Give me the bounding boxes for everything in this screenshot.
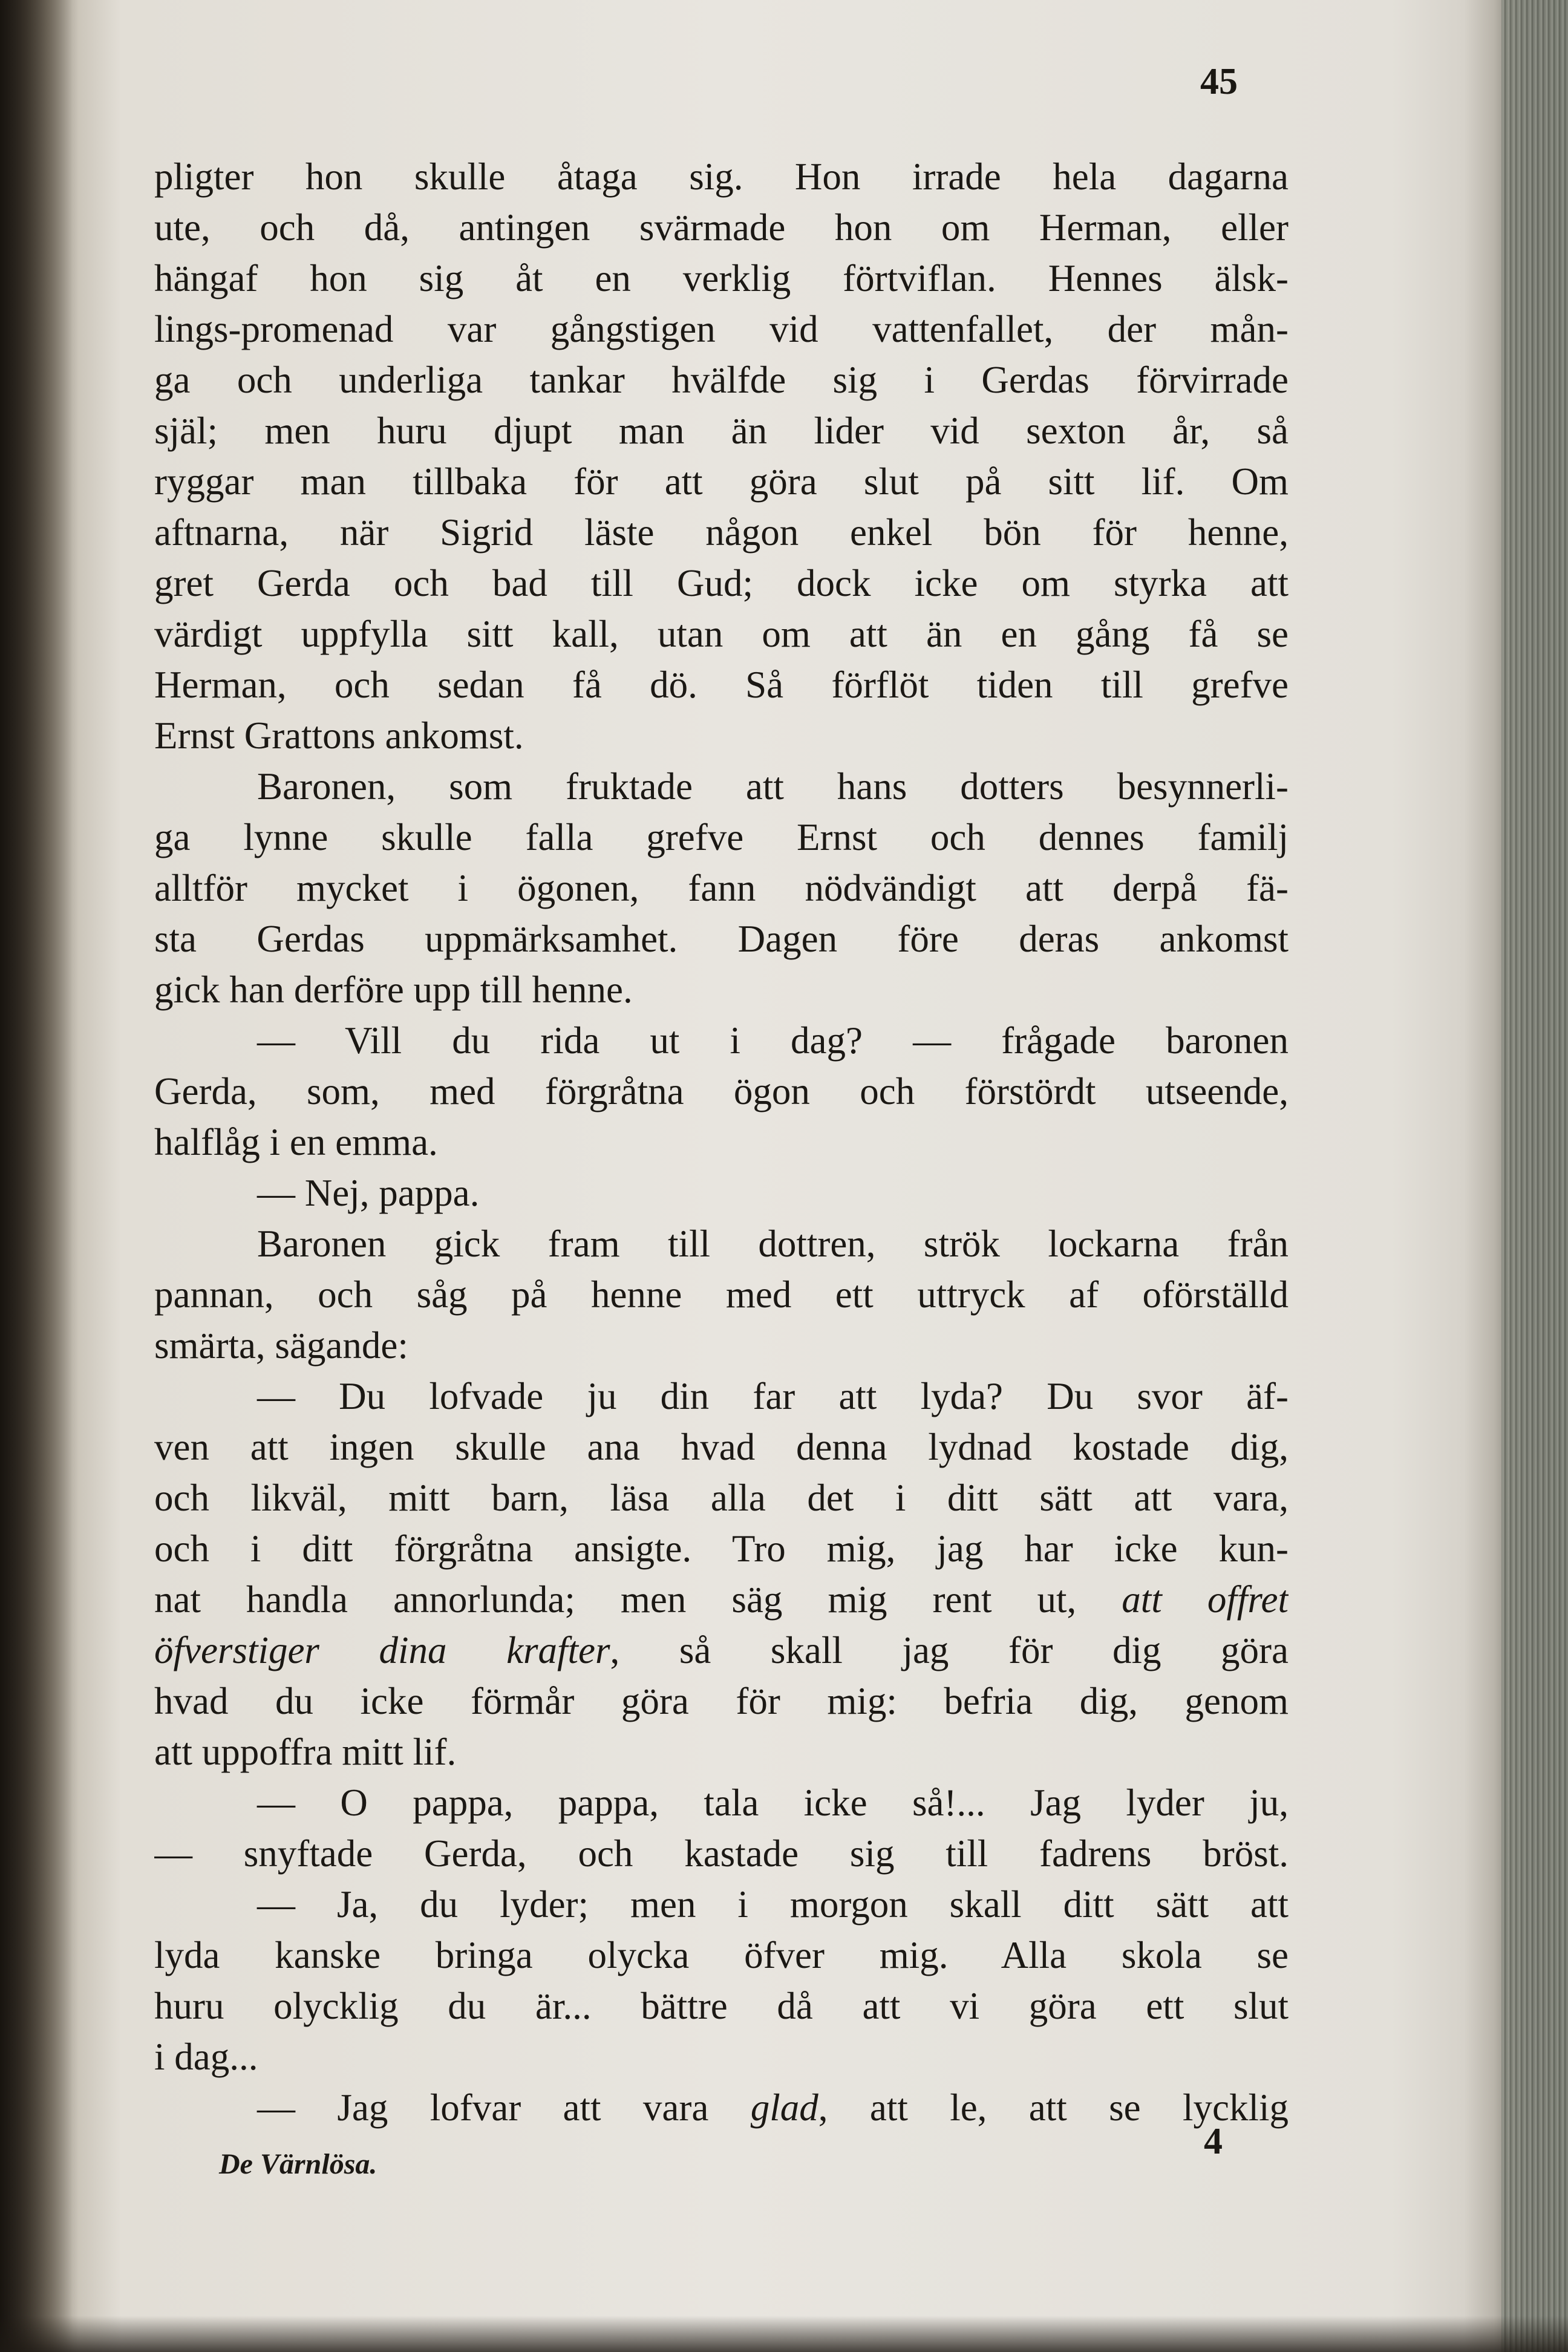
text-line: att uppoffra mitt lif.	[154, 1731, 457, 1773]
page-number: 45	[1200, 61, 1238, 102]
text-line: gret Gerda och bad till Gud; dock icke om styrka att	[154, 562, 1289, 604]
text-line: ute, och då, antingen svärmade hon om Herman, eller	[154, 206, 1289, 249]
text-line: ven att ingen skulle ana hvad denna lydnad kostade dig,	[154, 1426, 1289, 1468]
text-line: — Ja, du lyder; men i morgon skall ditt sätt att	[257, 1883, 1289, 1926]
signature-number: 4	[1204, 2121, 1223, 2162]
text-line: och i ditt förgråtna ansigte. Tro mig, jag har icke kun-	[154, 1527, 1289, 1570]
text-line: — Nej, pappa.	[257, 1172, 480, 1214]
text-line: — Vill du rida ut i dag? — frågade baronen	[257, 1019, 1289, 1062]
text-line: i dag...	[154, 2036, 258, 2078]
body-text	[154, 151, 1289, 2133]
text-line: alltför mycket i ögonen, fann nödvändigt att derpå fä-	[154, 867, 1289, 909]
text-line: nat handla annorlunda; men säg mig rent ut, att offret	[154, 1578, 1289, 1621]
text-line: värdigt uppfylla sitt kall, utan om att än en gång få se	[154, 613, 1289, 655]
text-line: Baronen, som fruktade att hans dotters besynnerli-	[257, 765, 1289, 808]
text-line: Herman, och sedan få dö. Så förflöt tiden till grefve	[154, 664, 1289, 706]
text-line: sta Gerdas uppmärksamhet. Dagen före deras ankomst	[154, 918, 1289, 960]
text-line: — Du lofvade ju din far att lyda? Du svor äf-	[257, 1375, 1289, 1417]
text-line: aftnarna, när Sigrid läste någon enkel bön för henne,	[154, 511, 1289, 554]
text-line: huru olycklig du är... bättre då att vi göra ett slut	[154, 1985, 1289, 2027]
text-line: ga lynne skulle falla grefve Ernst och dennes familj	[154, 816, 1289, 858]
text-line: Gerda, som, med förgråtna ögon och förstördt utseende,	[154, 1070, 1289, 1112]
text-line: ryggar man tillbaka för att göra slut på sitt lif. Om	[154, 460, 1289, 503]
text-line: gick han derföre upp till henne.	[154, 969, 633, 1011]
emphasis: glad	[750, 2086, 818, 2129]
text-line: pligter hon skulle åtaga sig. Hon irrade hela dagarna	[154, 155, 1289, 198]
text-line: — O pappa, pappa, tala icke så!... Jag lyder ju,	[257, 1782, 1289, 1824]
text-line: — snyftade Gerda, och kastade sig till fadrens bröst.	[154, 1832, 1289, 1875]
text-line: hvad du icke förmår göra för mig: befria dig, genom	[154, 1680, 1289, 1722]
bottom-shadow	[0, 2316, 1568, 2352]
text-line: själ; men huru djupt man än lider vid sexton år, så	[154, 410, 1289, 452]
text-line: ga och underliga tankar hvälfde sig i Gerdas förvirrade	[154, 359, 1289, 401]
emphasis: att offret	[1122, 1578, 1289, 1621]
text-line: Baronen gick fram till dottren, strök lockarna från	[257, 1223, 1289, 1265]
text-line: Ernst Grattons ankomst.	[154, 714, 524, 757]
text-line: smärta, sägande:	[154, 1324, 408, 1367]
text-line: lyda kanske bringa olycka öfver mig. Alla skola se	[154, 1934, 1289, 1976]
text-line: och likväl, mitt barn, läsa alla det i ditt sätt att vara,	[154, 1477, 1289, 1519]
text-line: halflåg i en emma.	[154, 1121, 438, 1163]
text-line: lings-promenad var gångstigen vid vattenfallet, der mån-	[154, 308, 1289, 350]
text-line: — Jag lofvar att vara glad, att le, att se lycklig	[257, 2086, 1289, 2129]
text-line: öfverstiger dina krafter, så skall jag för dig göra	[154, 1629, 1289, 1671]
text-line: pannan, och såg på henne med ett uttryck af oförställd	[154, 1273, 1289, 1316]
text-line: hängaf hon sig åt en verklig förtviflan. Hennes älsk-	[154, 257, 1289, 299]
emphasis: öfverstiger dina krafter	[154, 1629, 610, 1671]
signature-mark: De Värnlösa.	[219, 2148, 377, 2180]
